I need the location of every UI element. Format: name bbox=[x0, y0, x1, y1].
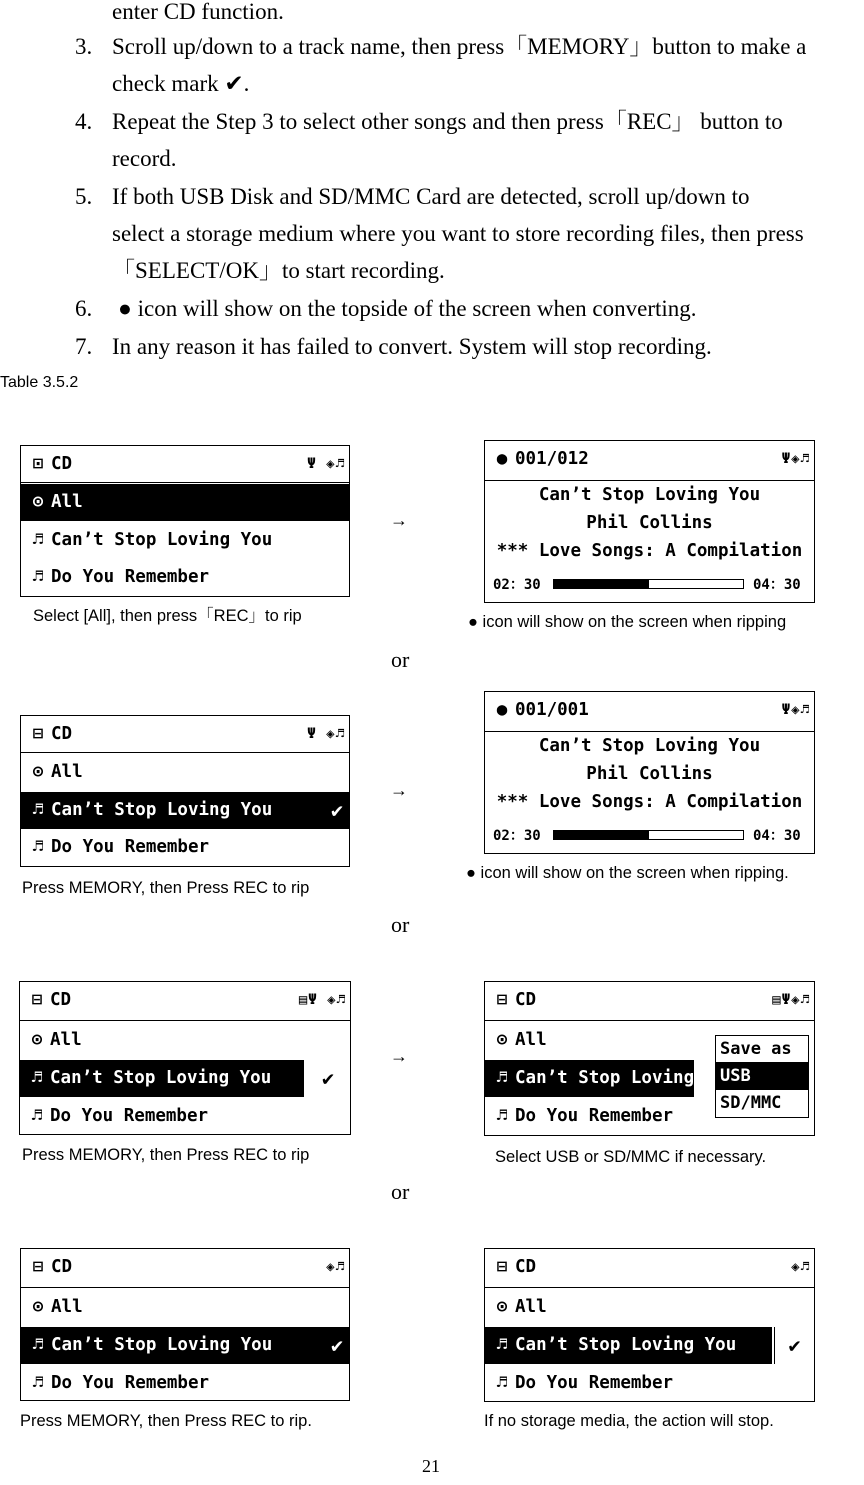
track-counter: 001/001 bbox=[515, 700, 589, 720]
list-item: Can’t Stop Loving You bbox=[51, 530, 273, 550]
cd-icon: ⊟ bbox=[496, 1257, 508, 1277]
list-item: Do You Remember bbox=[51, 1373, 210, 1393]
track-artist: Phil Collins bbox=[586, 764, 713, 784]
caption: Press MEMORY, then Press REC to rip bbox=[22, 1146, 310, 1164]
or-separator: or bbox=[391, 1179, 410, 1204]
lcd-screen bbox=[484, 440, 815, 603]
lcd-screen bbox=[20, 445, 350, 597]
sd-card-icon: ▤Ψ ◈♬ bbox=[298, 992, 346, 1008]
check-icon: ✔ bbox=[330, 798, 343, 822]
caption: If no storage media, the action will stop. bbox=[484, 1412, 774, 1430]
list-item: Do You Remember bbox=[515, 1373, 674, 1393]
music-note-icon: ♬ bbox=[496, 1335, 508, 1355]
music-note-icon: ♬ bbox=[31, 1106, 43, 1126]
cd-icon: ⊟ bbox=[32, 724, 44, 744]
step-number: 7. bbox=[75, 334, 93, 359]
music-note-icon: ♬ bbox=[31, 1068, 43, 1088]
caption: ● icon will show on the screen when ripping bbox=[468, 613, 787, 631]
step-number: 6. bbox=[75, 296, 93, 321]
header-label: CD bbox=[51, 724, 73, 744]
arrow: → bbox=[390, 1046, 408, 1066]
table-label: Table 3.5.2 bbox=[0, 374, 79, 391]
caption: Press MEMORY, then Press REC to rip bbox=[22, 879, 310, 897]
lcd-screen bbox=[484, 1248, 815, 1402]
caption: Select USB or SD/MMC if necessary. bbox=[495, 1148, 767, 1166]
check-icon: ✔ bbox=[330, 1333, 343, 1357]
track-title: Can’t Stop Loving You bbox=[538, 736, 761, 756]
header-label: CD bbox=[50, 990, 72, 1010]
step-line: select a storage medium where you want to store recording files, then press bbox=[112, 221, 804, 246]
step-line: If both USB Disk and SD/MMC Card are detected, scroll up/down to bbox=[112, 184, 750, 209]
progress-fill bbox=[554, 580, 649, 588]
caption: Select [All], then press「REC」to rip bbox=[33, 607, 302, 625]
caption: Press MEMORY, then Press REC to rip. bbox=[20, 1412, 312, 1430]
track-artist: Phil Collins bbox=[586, 513, 713, 533]
step-line: record. bbox=[112, 146, 177, 171]
status-icons: ◈♬ bbox=[791, 1259, 810, 1275]
track-title: Can’t Stop Loving You bbox=[538, 485, 761, 505]
header-label: CD bbox=[51, 1257, 73, 1277]
header-label: CD bbox=[515, 1257, 537, 1277]
or-separator: or bbox=[391, 912, 410, 937]
music-note-icon: ♬ bbox=[32, 1335, 44, 1355]
radio-all-icon: ⊙ bbox=[31, 1030, 43, 1050]
list-item: Can’t Stop Loving You bbox=[50, 1068, 272, 1088]
step-line: Scroll up/down to a track name, then press「MEMORY」button to make a bbox=[112, 34, 807, 59]
list-item: Do You Remember bbox=[51, 837, 210, 857]
usb-icon: Ψ◈♬ bbox=[781, 702, 810, 718]
header-label: CD bbox=[51, 454, 73, 474]
time-elapsed: 02：30 bbox=[493, 577, 541, 593]
status-icons: ◈♬ bbox=[326, 1259, 345, 1275]
save-as-popup bbox=[715, 1035, 809, 1118]
list-item: Can’t Stop Loving You bbox=[51, 800, 273, 820]
radio-all-icon: ⊙ bbox=[496, 1030, 508, 1050]
music-note-icon: ♬ bbox=[32, 1373, 44, 1393]
step-number: 4. bbox=[75, 109, 93, 134]
usb-icon: Ψ ◈♬ bbox=[307, 726, 345, 742]
check-icon: ✔ bbox=[774, 1327, 814, 1364]
progress-bar bbox=[553, 579, 744, 589]
lcd-screen bbox=[484, 981, 815, 1136]
list-item: All bbox=[51, 762, 83, 782]
list-item: Do You Remember bbox=[50, 1106, 209, 1126]
time-elapsed: 02：30 bbox=[493, 828, 541, 844]
music-note-icon: ♬ bbox=[32, 530, 44, 550]
page-number: 21 bbox=[422, 1456, 440, 1476]
arrow: → bbox=[390, 780, 408, 800]
step-number: 5. bbox=[75, 184, 93, 209]
music-note-icon: ♬ bbox=[32, 800, 44, 820]
radio-all-icon: ⊙ bbox=[32, 492, 44, 512]
list-item: All bbox=[515, 1297, 547, 1317]
radio-all-icon: ⊙ bbox=[32, 1297, 44, 1317]
music-note-icon: ♬ bbox=[496, 1373, 508, 1393]
list-item: Can’t Stop Loving You bbox=[515, 1335, 737, 1355]
cd-icon: ⊟ bbox=[496, 990, 508, 1010]
list-item: Can’t Stop Loving You bbox=[51, 1335, 273, 1355]
progress-fill bbox=[554, 831, 649, 839]
progress-bar bbox=[553, 830, 744, 840]
music-note-icon: ♬ bbox=[496, 1106, 508, 1126]
radio-all-icon: ⊙ bbox=[496, 1297, 508, 1317]
time-total: 04：30 bbox=[753, 577, 801, 593]
list-item: Can’t Stop Loving bbox=[515, 1068, 695, 1088]
lcd-screen bbox=[484, 691, 815, 854]
check-icon: ✔ bbox=[321, 1066, 335, 1090]
radio-all-icon: ⊙ bbox=[32, 762, 44, 782]
track-counter: 001/012 bbox=[515, 449, 589, 469]
caption: ● icon will show on the screen when ripping. bbox=[466, 864, 789, 882]
intro-tail: enter CD function. bbox=[112, 0, 284, 24]
list-item: All bbox=[515, 1030, 547, 1050]
record-dot-icon: ● bbox=[496, 700, 508, 720]
usb-icon: Ψ ◈♬ bbox=[307, 456, 345, 472]
step-line: Repeat the Step 3 to select other songs and then press「REC」 button to bbox=[112, 109, 783, 134]
step-line: 「SELECT/OK」to start recording. bbox=[112, 258, 445, 283]
step-line: In any reason it has failed to convert. System will stop recording. bbox=[112, 334, 712, 359]
list-item: Do You Remember bbox=[51, 567, 210, 587]
track-album: *** Love Songs: A Compilation bbox=[496, 792, 803, 812]
sd-card-icon: ▤Ψ◈♬ bbox=[772, 992, 810, 1008]
track-album: *** Love Songs: A Compilation bbox=[496, 541, 803, 561]
cd-icon: ⊟ bbox=[31, 990, 43, 1010]
lcd-screen bbox=[20, 1248, 350, 1401]
popup-title: Save as bbox=[716, 1036, 808, 1063]
music-note-icon: ♬ bbox=[496, 1068, 508, 1088]
lcd-screen bbox=[20, 715, 350, 867]
list-item: Do You Remember bbox=[515, 1106, 674, 1126]
step-line: check mark ✔. bbox=[112, 71, 250, 96]
option-sdmmc[interactable]: SD/MMC bbox=[720, 1093, 782, 1113]
option-usb[interactable]: USB bbox=[716, 1063, 808, 1090]
cd-icon: ⊟ bbox=[32, 1257, 44, 1277]
music-note-icon: ♬ bbox=[32, 837, 44, 857]
music-note-icon: ♬ bbox=[32, 567, 44, 587]
usb-icon: Ψ◈♬ bbox=[781, 451, 810, 467]
lcd-screen bbox=[19, 981, 351, 1135]
record-dot-icon: ● bbox=[496, 449, 508, 469]
list-item: All bbox=[50, 1030, 82, 1050]
header-label: CD bbox=[515, 990, 537, 1010]
cd-icon: ⊡ bbox=[32, 454, 44, 474]
list-item: All bbox=[51, 492, 83, 512]
step-line: ● icon will show on the topside of the screen when converting. bbox=[118, 296, 697, 321]
list-item: All bbox=[51, 1297, 83, 1317]
arrow: → bbox=[390, 510, 408, 530]
or-separator: or bbox=[391, 647, 410, 672]
step-number: 3. bbox=[75, 34, 93, 59]
time-total: 04：30 bbox=[753, 828, 801, 844]
